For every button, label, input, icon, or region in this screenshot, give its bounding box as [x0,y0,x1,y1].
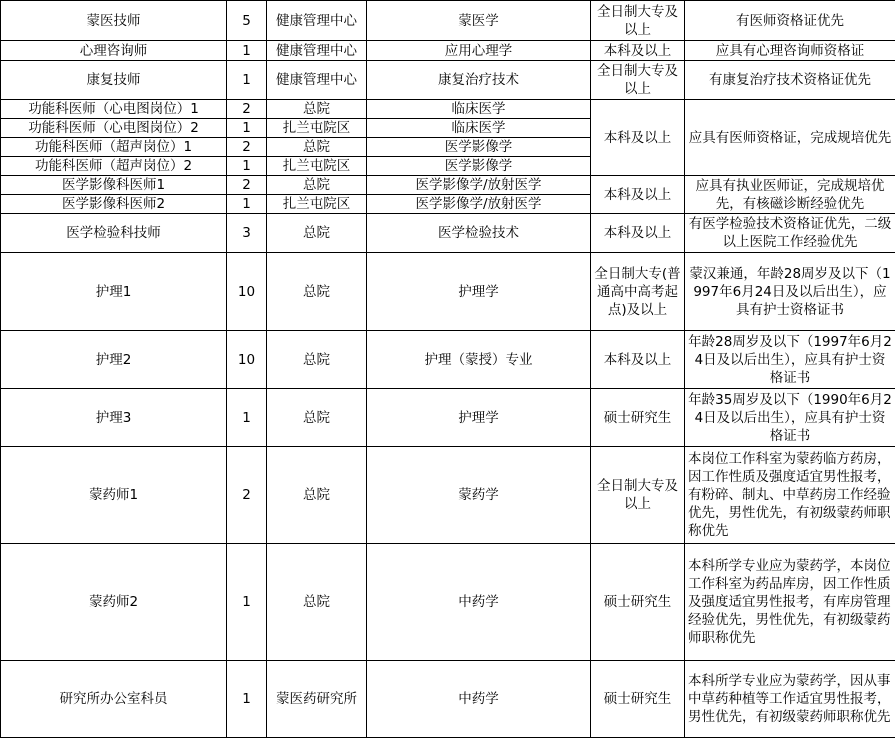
other-cell: 蒙汉兼通，年龄28周岁及以下（1997年6月24日及以后出生），应具有护士资格证书 [685,253,895,331]
position-cell: 护理1 [1,253,227,331]
other-cell: 本岗位工作科室为蒙药临方药房，因工作性质及强度适宜男性报考，有粉碎、制丸、中草药房工作经验优先，男性优先，有初级蒙药师职称优先 [685,447,895,544]
position-cell: 心理咨询师 [1,41,227,61]
table-row [1,661,895,738]
other-cell: 有康复治疗技术资格证优先 [685,61,895,100]
major-cell: 临床医学 [367,100,591,119]
other-cell: 有医学检验技术资格证优先，二级以上医院工作经验优先 [685,214,895,253]
count-cell: 2 [227,176,267,195]
count-cell: 2 [227,138,267,157]
other-cell: 应具有医师资格证，完成规培优先 [685,100,895,176]
table-row [1,389,895,447]
unit-cell: 健康管理中心 [267,41,367,61]
unit-cell: 总院 [267,544,367,661]
position-cell: 蒙医技师 [1,1,227,41]
count-cell: 1 [227,61,267,100]
other-cell: 有医师资格证优先 [685,1,895,41]
unit-cell: 扎兰屯院区 [267,157,367,176]
unit-cell: 健康管理中心 [267,1,367,41]
position-cell: 功能科医师（心电图岗位）1 [1,100,227,119]
education-cell: 硕士研究生 [591,544,685,661]
major-cell: 医学影像学 [367,138,591,157]
count-cell: 1 [227,661,267,738]
count-cell: 3 [227,214,267,253]
major-cell: 护理（蒙授）专业 [367,331,591,389]
unit-cell: 总院 [267,447,367,544]
major-cell: 康复治疗技术 [367,61,591,100]
table-row [1,544,895,661]
count-cell: 10 [227,253,267,331]
major-cell: 应用心理学 [367,41,591,61]
major-cell: 中药学 [367,661,591,738]
other-cell: 年龄28周岁及以下（1997年6月24日及以后出生），应具有护士资格证书 [685,331,895,389]
education-cell: 本科及以上 [591,214,685,253]
major-cell: 中药学 [367,544,591,661]
count-cell: 1 [227,389,267,447]
position-cell: 医学影像科医师2 [1,195,227,214]
position-cell: 护理3 [1,389,227,447]
education-cell: 全日制大专及以上 [591,61,685,100]
education-cell: 本科及以上 [591,331,685,389]
education-cell: 全日制大专及以上 [591,1,685,41]
education-cell: 本科及以上 [591,100,685,176]
major-cell: 护理学 [367,253,591,331]
other-cell: 应具有心理咨询师资格证 [685,41,895,61]
count-cell: 5 [227,1,267,41]
unit-cell: 总院 [267,389,367,447]
table-row [1,1,895,41]
other-cell: 年龄35周岁及以下（1990年6月24日及以后出生），应具有护士资格证书 [685,389,895,447]
position-cell: 研究所办公室科员 [1,661,227,738]
education-cell: 全日制大专及以上 [591,447,685,544]
education-cell: 本科及以上 [591,41,685,61]
position-cell: 康复技师 [1,61,227,100]
table-row [1,41,895,61]
unit-cell: 扎兰屯院区 [267,119,367,138]
table-row [1,331,895,389]
other-cell: 应具有执业医师证，完成规培优先，有核磁诊断经验优先 [685,176,895,214]
major-cell: 护理学 [367,389,591,447]
major-cell: 医学影像学 [367,157,591,176]
table-row [1,447,895,544]
position-cell: 医学检验科技师 [1,214,227,253]
other-cell: 本科所学专业应为蒙药学，因从事中草药种植等工作适宜男性报考，男性优先，有初级蒙药师职称优先 [685,661,895,738]
count-cell: 1 [227,119,267,138]
count-cell: 10 [227,331,267,389]
position-cell: 蒙药师1 [1,447,227,544]
unit-cell: 总院 [267,176,367,195]
table-row [1,61,895,100]
major-cell: 临床医学 [367,119,591,138]
count-cell: 1 [227,544,267,661]
table-row [1,176,895,195]
table-row [1,253,895,331]
major-cell: 蒙医学 [367,1,591,41]
position-cell: 护理2 [1,331,227,389]
unit-cell: 总院 [267,100,367,119]
unit-cell: 健康管理中心 [267,61,367,100]
table-row [1,100,895,119]
count-cell: 1 [227,195,267,214]
unit-cell: 扎兰屯院区 [267,195,367,214]
count-cell: 1 [227,41,267,61]
major-cell: 医学检验技术 [367,214,591,253]
count-cell: 1 [227,157,267,176]
unit-cell: 总院 [267,331,367,389]
position-cell: 医学影像科医师1 [1,176,227,195]
education-cell: 全日制大专(普通高中高考起点)及以上 [591,253,685,331]
unit-cell: 总院 [267,138,367,157]
unit-cell: 总院 [267,214,367,253]
position-cell: 功能科医师（超声岗位）2 [1,157,227,176]
unit-cell: 总院 [267,253,367,331]
table-row [1,214,895,253]
education-cell: 本科及以上 [591,176,685,214]
major-cell: 蒙药学 [367,447,591,544]
major-cell: 医学影像学/放射医学 [367,176,591,195]
position-cell: 蒙药师2 [1,544,227,661]
other-cell: 本科所学专业应为蒙药学，本岗位工作科室为药品库房，因工作性质及强度适宜男性报考，有库房管理经验优先，男性优先，有初级蒙药师职称优先 [685,544,895,661]
education-cell: 硕士研究生 [591,661,685,738]
position-cell: 功能科医师（超声岗位）1 [1,138,227,157]
education-cell: 硕士研究生 [591,389,685,447]
unit-cell: 蒙医药研究所 [267,661,367,738]
major-cell: 医学影像学/放射医学 [367,195,591,214]
count-cell: 2 [227,447,267,544]
position-cell: 功能科医师（心电图岗位）2 [1,119,227,138]
count-cell: 2 [227,100,267,119]
